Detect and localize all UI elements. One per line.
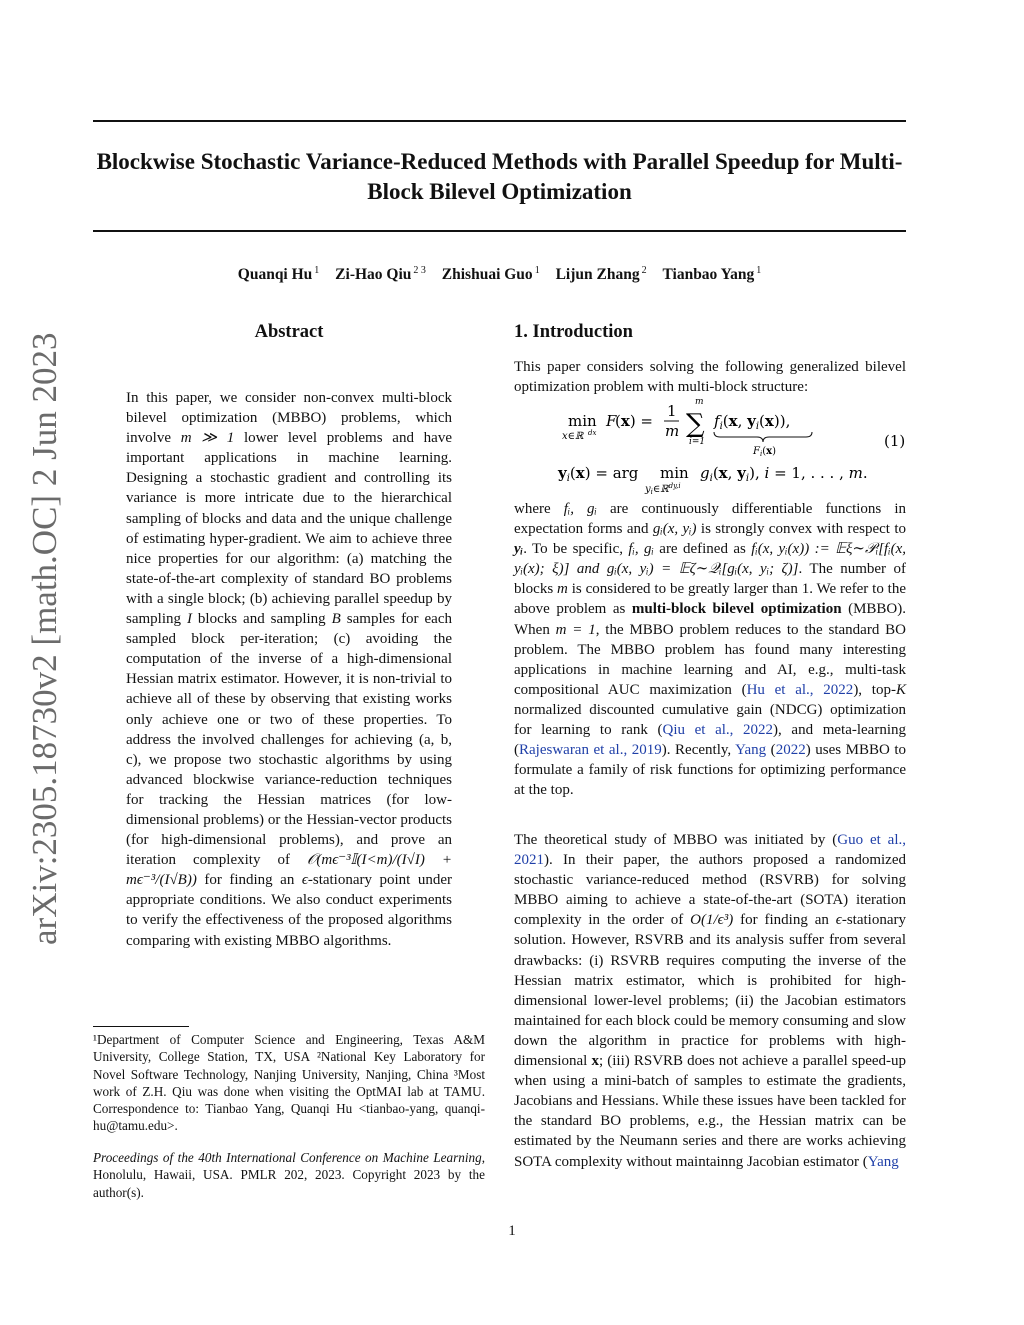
affiliation-footnote: ¹Department of Computer Science and Engineering, Texas A&M University, College Station, TX, USA ²National Key Laboratory for Novel Software Technology, Nanjing University, Nanjing, China ³Most work of Z.H. Qiu was done when visiting the OptMAI lab at TAMU. Correspondence to: Tianbao Yang, Quanqi Hu <tianbao-yang, quanqi-hu@tamu.edu>. xyxy=(93,1032,485,1134)
svg-text:1: 1 xyxy=(667,402,677,420)
citation-link[interactable]: Yang xyxy=(735,742,767,759)
svg-text:i=1: i=1 xyxy=(689,437,706,447)
footnote-rule xyxy=(93,1026,189,1027)
paper-title: Blockwise Stochastic Variance-Reduced Methods with Parallel Speedup for Multi-Block Bilevel Optimization xyxy=(96,149,903,204)
svg-text:(x) =: (x) = xyxy=(615,412,654,430)
svg-text:fi(x, yi(x)),: $f_i(x$, $y_i(x)$), xyxy=(714,412,791,432)
intro-paragraph-2: The theoretical study of MBBO was initiated by (Guo et al., 2021). In their paper, the authors proposed a randomized stochastic variance-reduced method (RSVRB) for solving MBBO aiming to achieve a state-of-the-art (SOTA) iteration complexity in the order of O(1/ϵ³) for finding an ϵ-stationary solution. However, RSVRB and its analysis suffer from several drawbacks: (i) RSVRB requires computing the inverse of the Hessian matrix estimator, which is prohibited for high-dimensional lower-level problems; (ii) the Jacobian estimators maintained for each block could be memory consuming and slow down the algorithm in practice for problems with high-dimensional x; (iii) RSVRB does not achieve a parallel speed-up when using a mini-batch of samples to estimate the gradients, Jacobians and Hessians. While these issues have been tackled for the standard BO problems, e.g., the Hessian matrix can be estimated by the Neumann series and there are works achieving SOTA complexity without maintainng Jacobian estimator (Yang xyxy=(514,832,906,1170)
svg-text:yi(x) = arg: $y_i(x)$ = arg xyxy=(558,464,639,484)
svg-text:dx: dx xyxy=(588,429,597,437)
author: Zhishuai Guo $^1$ xyxy=(441,265,540,284)
complexity-formula: 𝒪(mϵ⁻³𝕀(I<m)/(I√I) + mϵ⁻³/(I√B)) xyxy=(126,852,452,889)
svg-text:x∈ℝ: x∈ℝ xyxy=(562,431,584,442)
svg-text:min: min xyxy=(660,464,689,482)
svg-text:gi(x, yi), i = 1, . . . , m.: $g_i(x$, $y_i$), i = 1, . . . , m. xyxy=(700,464,868,484)
page-number: 1 xyxy=(508,1223,516,1239)
citation-link[interactable]: Rajeswaran et al., 2019 xyxy=(519,742,662,759)
author: Quanqi Hu $^1$ xyxy=(237,265,320,284)
svg-text:F: F xyxy=(606,412,617,430)
equation-number: (1) xyxy=(884,432,906,450)
arxiv-watermark: arXiv:2305.18730v2 [math.OC] 2 Jun 2023 xyxy=(25,332,64,945)
abstract-heading: Abstract xyxy=(254,322,324,342)
author: Lijun Zhang $^2$ xyxy=(555,265,647,284)
svg-text:∑: ∑ xyxy=(686,409,705,439)
intro-lead: This paper considers solving the following generalized bilevel optimization problem with multi-block structure: xyxy=(514,359,906,396)
citation-link[interactable]: Yang xyxy=(867,1153,899,1170)
svg-text:Fi(x): $F_i(x)$ xyxy=(753,446,776,458)
intro-paragraph-1: where fᵢ, gᵢ are continuously differentiable functions in expectation forms and gᵢ(x, yᵢ) is strongly convex with respect to yᵢ. To be specific, fᵢ, gᵢ are defined as fᵢ(x, yᵢ(x)) := 𝔼ξ∼𝒫ᵢ[fᵢ(x, yᵢ(x); ξ)] and gᵢ(x, yᵢ) = 𝔼ζ∼𝒬ᵢ[gᵢ(x, yᵢ; ζ)]. The number of blocks m is considered to be greatly larger than 1. We refer to the above problem as multi-block bilevel optimization (MBBO). When m = 1, the MBBO problem reduces to the standard BO problem. The MBBO problem has found many interesting applications in machine learning and AI, e.g., multi-task compositional AUC maximization (Hu et al., 2022), top-K normalized discounted cumulative gain (NDCG) optimization for learning to rank (Qiu et al., 2022), and meta-learning (Rajeswaran et al., 2019). Recently, Yang (2022) uses MBBO to formulate a family of risk functions for optimizing performance at the top. xyxy=(514,501,906,799)
author-list xyxy=(93,265,906,284)
title-bottom-rule xyxy=(93,230,906,232)
svg-text:m: m xyxy=(695,398,704,407)
citation-link[interactable]: Guo et al., 2021 xyxy=(514,832,906,869)
citation-link[interactable]: Hu et al., 2022 xyxy=(746,681,854,698)
svg-text:yi∈ℝdy,i: $y_i\in ℝ^{dy,i}$ xyxy=(645,482,681,496)
author: Zi-Hao Qiu $^{2 3}$ xyxy=(335,265,426,284)
abstract-body: In this paper, we consider non-convex multi-block bilevel optimization (MBBO) problems, which involve m ≫ 1 lower level problems and have important applications in machine learning. Designing a stochastic gradient and controlling its variance is more intricate due to the hierarchical sampling of blocks and data and the unique challenge of estimating hyper-gradient. We aim to achieve three nice properties for our algorithm: (a) matching the state-of-the-art complexity of standard BO problems with a single block; (b) achieving parallel speedup by sampling I blocks and sampling B samples for each sampled block per-iteration; (c) avoiding the computation of the inverse of a high-dimensional Hessian matrix estimator. However, it is non-trivial to achieve all of these by observing that existing works only achieve one or two of these properties. To address the involved challenges for achieving (a, b, c), we propose two stochastic algorithms by using advanced blockwise variance-reduction techniques for tracking the Hessian matrices (for low-dimensional problems) or the Hessian-vector products (for high-dimensional problems), and prove an iteration complexity of 𝒪(mϵ⁻³𝕀(I<m)/(I√I) + mϵ⁻³/(I√B)) for finding an ϵ-stationary point under appropriate conditions. We also conduct experiments to verify the effectiveness of the proposed algorithms comparing with existing MBBO algorithms. xyxy=(126,390,452,949)
top-rule xyxy=(93,120,906,122)
equation-1 xyxy=(514,398,906,498)
intro-heading: 1. Introduction xyxy=(514,322,633,342)
author: Tianbao Yang $^1$ xyxy=(662,265,762,284)
citation-link[interactable]: Qiu et al., 2022 xyxy=(662,722,774,739)
svg-text:min: min xyxy=(568,412,597,430)
proceedings-note: Proceedings of the 40th International Conference on Machine Learning, Honolulu, Hawaii, USA. PMLR 202, 2023. Copyright 2023 by the author(s). xyxy=(93,1150,485,1200)
citation-link[interactable]: 2022 xyxy=(775,742,806,759)
svg-text:m: m xyxy=(665,422,680,440)
